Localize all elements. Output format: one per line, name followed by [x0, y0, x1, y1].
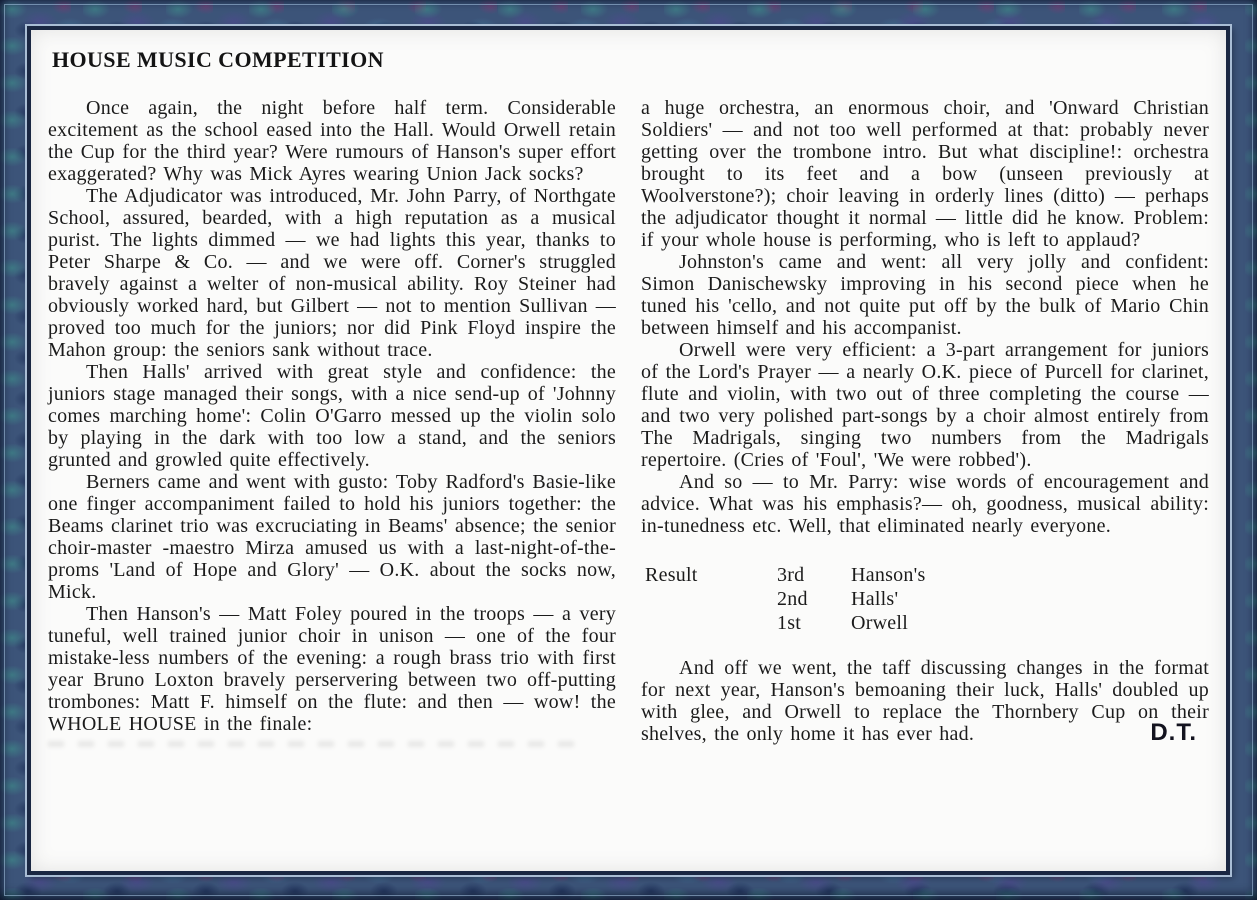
paragraph: And off we went, the taff discussing changes in the format for next year, Hanson's bemoaning their luck, Halls' doubled up with glee, and Orwell to replace the Thornbery Cup on their shelves, the only home it has ever had.	[641, 657, 1209, 745]
result-house: Halls'	[851, 588, 899, 610]
paragraph: The Adjudicator was introduced, Mr. John Parry, of Northgate School, assured, bearded, with a high reputation as a musical purist. The lights dimmed — we had lights this year, thanks to Peter Sharpe & Co. — and we were off. Corner's struggled bravely against a welter of non-musical ability. Roy Steiner had obviously worked hard, but Gilbert — not to mention Sullivan — proved too much for the juniors; nor did Pink Floyd inspire the Mahon group: the seniors sank without trace.	[48, 185, 616, 361]
result-label: Result	[645, 564, 698, 586]
paragraph: a huge orchestra, an enormous choir, and 'Onward Christian Soldiers' — and not too well performed at that: probably never getting over the trombone intro. But what discipline!: orchestra brought to its feet and a bow (unseen previously at Woolverstone?); choir leaving in orderly lines (ditto) — perhaps the adjudicator thought it normal — little did he know. Problem: if your whole house is performing, who is left to applaud?	[641, 97, 1209, 251]
result-rank: 3rd	[777, 564, 805, 586]
article-title: HOUSE MUSIC COMPETITION	[52, 47, 384, 72]
author-initials: D.T.	[1150, 719, 1197, 746]
paragraph: And so — to Mr. Parry: wise words of encouragement and advice. What was his emphasis?— oh, goodness, musical ability: in-tunedness etc. Well, that eliminated nearly everyone.	[641, 471, 1209, 537]
result-rank: 2nd	[777, 588, 808, 610]
paragraph: Then Halls' arrived with great style and confidence: the juniors stage managed their songs, with a nice send-up of 'Johnny comes marching home': Colin O'Garro messed up the violin solo by playing in the dark with too low a stand, and the seniors grunted and growled quite effectively.	[48, 361, 616, 471]
cropped-line-remnant	[48, 741, 582, 747]
result-label-spacer	[645, 611, 777, 635]
paragraph: Orwell were very efficient: a 3-part arrangement for juniors of the Lord's Prayer — a nearly O.K. piece of Purcell for clarinet, flute and violin, with two out of three completing the course — and two very polished part-songs by a choir almost entirely from The Madrigals, singing two numbers from the Madrigals repertoire. (Cries of 'Foul', 'We were robbed').	[641, 339, 1209, 471]
result-label-spacer	[645, 587, 777, 611]
paragraph: Johnston's came and went: all very jolly and confident: Simon Danischewsky improving in his second piece when he tuned his 'cello, and not quite put off by the bulk of Mario Chin between himself and his accompanist.	[641, 251, 1209, 339]
paragraph: Then Hanson's — Matt Foley poured in the troops — a very tuneful, well trained junior choir in unison — one of the four mistake-less numbers of the evening: a rough brass trio with first year Bruno Loxton bravely perservering between two off-putting trombones: Matt F. himself on the flute: and then — wow! the WHOLE HOUSE in the finale:	[48, 603, 616, 735]
page	[27, 26, 1230, 875]
columns	[48, 97, 1209, 747]
result-house: Hanson's	[851, 564, 926, 586]
column-left	[48, 97, 616, 747]
paragraph: Once again, the night before half term. Considerable excitement as the school eased into the Hall. Would Orwell retain the Cup for the third year? Were rumours of Hanson's super effort exaggerated? Why was Mick Ayres wearing Union Jack socks?	[48, 97, 616, 185]
paragraph: Berners came and went with gusto: Toby Radford's Basie-like one finger accompaniment failed to hold his juniors together: the Beams clarinet trio was excruciating in Beams' absence; the senior choir-master -maestro Mirza amused us with a last-night-of-the-proms 'Land of Hope and Glory' — O.K. about the socks now, Mick.	[48, 471, 616, 603]
result-house: Orwell	[851, 612, 909, 634]
result-table	[645, 563, 1209, 635]
result-rank: 1st	[777, 612, 802, 634]
article	[31, 30, 1226, 871]
column-right	[641, 97, 1209, 747]
